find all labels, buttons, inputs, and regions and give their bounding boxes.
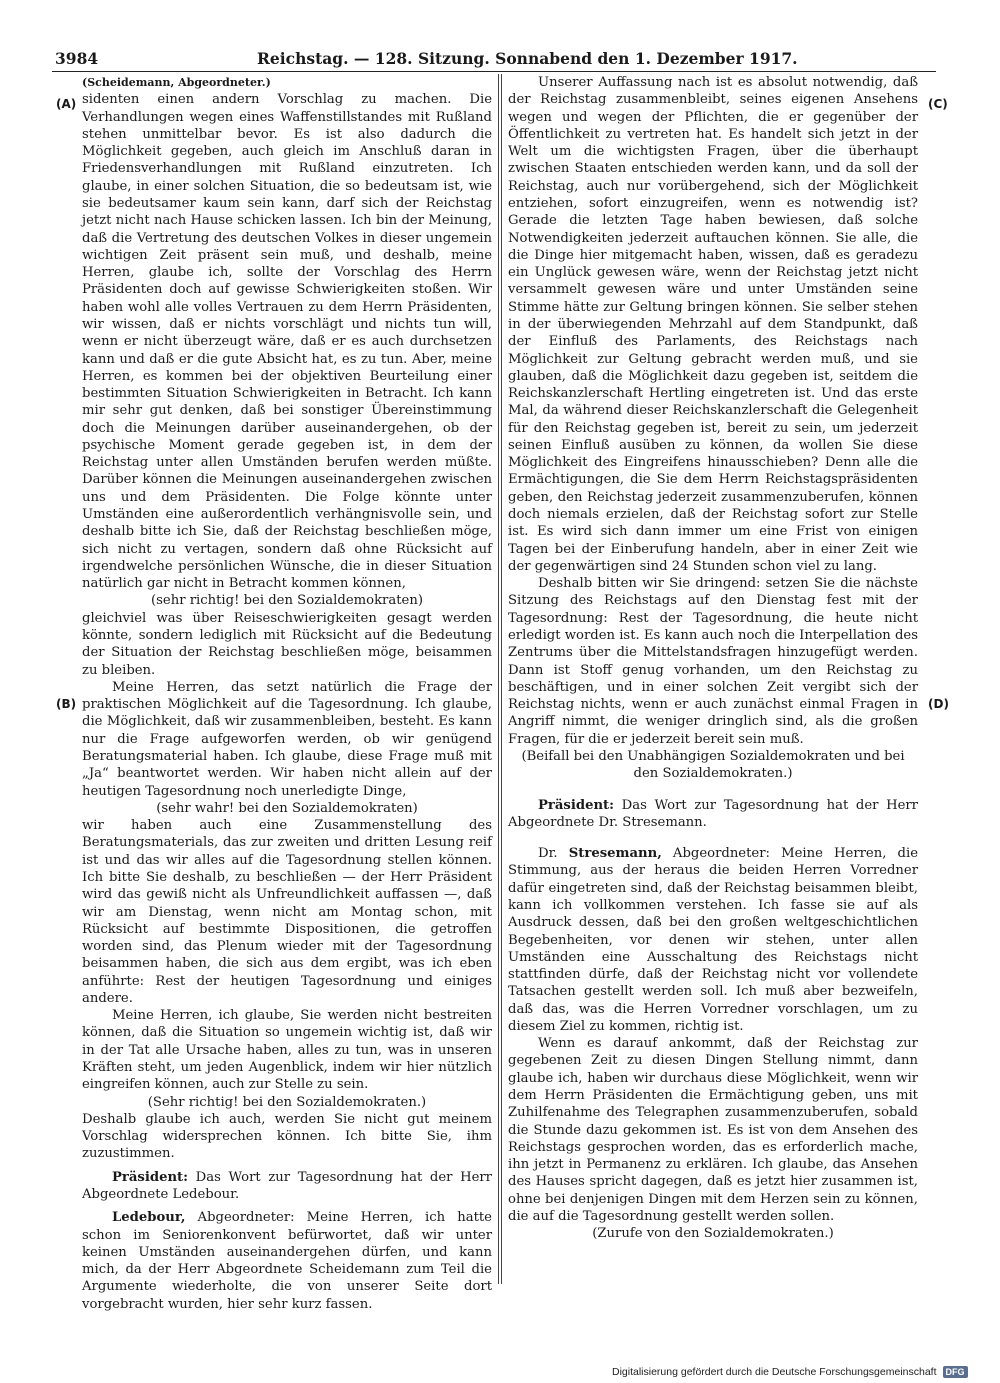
speaker-name: Präsident: <box>538 797 615 813</box>
speech-text: Abgeordneter: Meine Herren, die Stimmung, aus der heraus die beiden Herren Vorredner dafür eingetreten sind, daß der Reichstag beisammen bleibt, kann ich vollkommen verstehen. Ich fasse sie auf als Ausdruck dessen, daß bei den großen weltgeschichtlichen Begebenheiten, vor denen wir stehen, unter allen Umständen eine Ausschaltung des Reichstags nicht stattfinden dürfe, daß der Reichstag nicht vor vollendete Tatsachen gestellt werden soll. Ich muß aber bezweifeln, daß das, was die Herren Vorredner vorschlagen, um zu diesem Ziel zu kommen, richtig ist. <box>508 846 918 1034</box>
interjection: (sehr richtig! bei den Sozialdemokraten) <box>151 593 423 609</box>
statement-text: Das Wort zur Tagesordnung hat der Herr Abgeordnete Ledebour. <box>82 1169 492 1202</box>
right-column <box>508 74 918 1243</box>
paragraph: Wenn es darauf ankommt, daß der Reichstag zur gegebenen Zeit zu diesen Dingen Stellung nimmt, dann glaube ich, haben wir durchaus diese Möglichkeit, wenn wir dem Herrn Präsidenten die Ermächtigung geben, uns mit Zuhilfenahme des Telegraphen zusammenzuberufen, sobald die Stunde dazu gekommen ist. Es ist von dem Ansehen des Reichstags gesprochen worden, das es erforderlich mache, ihn jetzt in Permanenz zu erklären. Ich glaube, das Ansehen des Hauses spricht dagegen, daß es jetzt hier zusammen ist, ohne bei denjenigen Dingen mit dem Herzen sein zu können, die auf die Tagesordnung gestellt werden sollen. <box>508 1036 918 1224</box>
speaker-name: Ledebour, <box>112 1210 186 1226</box>
interjection: (Beifall bei den Unabhängigen Sozialdemokraten und bei den Sozialdemokraten.) <box>521 748 905 782</box>
column-divider <box>498 74 499 1284</box>
paragraph: gleichviel was über Reiseschwierigkeiten gesagt werden könnte, sondern lediglich mit Rücksicht auf die Bedeutung der Situation der Reichstag beschließen möge, beisammen zu bleiben. <box>82 610 492 678</box>
left-column <box>82 74 492 1313</box>
paragraph: wir haben auch eine Zusammenstellung des Beratungsmaterials, das zur zweiten und dritten Lesung reif ist und das wir alles auf die Tagesordnung stellen können. Ich bitte Sie deshalb, zu beschließen — der Herr Präsident wird das gewiß nicht als Unfreundlichkeit auffassen —, daß wir am Dienstag, wenn nicht am Montag schon, mit Rücksicht auf bestimmte Dispositionen, die getroffen worden sind, das Plenum wieder mit der Tagesordnung beisammen haben, die sich aus dem ergibt, was ich eben anführte: Rest der heutigen Tagesordnung und einiges andere. <box>82 818 492 1006</box>
paragraph: Meine Herren, das setzt natürlich die Frage der praktischen Möglichkeit auf die Tagesordnung. Ich glaube, die Möglichkeit, daß wir zusammenbleiben, besteht. Es kann nur die Frage aufgeworfen werden, ob wir genügend Beratungsmaterial haben. Ich glaube, diese Frage muß mit „Ja“ beantwortet werden. Wir haben nicht allein auf der heutigen Tagesordnung noch unerledigte Dinge, <box>82 679 492 799</box>
speaker-continuation: (Scheidemann, Abgeordneter.) <box>82 76 271 89</box>
speech-stresemann <box>508 845 918 1035</box>
column-divider-2 <box>501 74 502 1284</box>
interjection: (sehr wahr! bei den Sozialdemokraten) <box>156 800 418 816</box>
dfg-logo: DFG <box>943 1366 968 1378</box>
speech-text: Abgeordneter: Meine Herren, ich hatte schon im Seniorenkonvent befürwortet, daß wir unter keinen Umständen auseinandergehen dürfen, und kann mich, da der Herr Abgeordnete Scheidemann zum Teil die Argumente wiederholte, die von unserer Seite dort vorgebracht wurden, hier sehr kurz fassen. <box>82 1210 492 1312</box>
paragraph: Deshalb bitten wir Sie dringend: setzen Sie die nächste Sitzung des Reichstags auf den Dienstag fest mit der Tagesordnung: Rest der Tagesordnung, die heute nicht erledigt worden ist. Es kann auch noch die Interpellation des Zentrums über die Mittelstandsfragen hinzugefügt werden. Dann ist Stoff genug vorhanden, um den Reichstag zu beschäftigen, und in einer solchen Zeit vergibt sich der Reichstag nichts, wenn er auch zunächst einmal Fragen in Angriff nimmt, die weniger dringlich sind, als die großen Fragen, für die er jederzeit bereit sein muß. <box>508 576 918 747</box>
paragraph: sidenten einen andern Vorschlag zu machen. Die Verhandlungen wegen eines Waffenstillstandes mit Rußland stehen unmittelbar bevor. Es ist also dadurch die Möglichkeit gegeben, auch gleich im Anschluß daran in Friedensverhandlungen mit Rußland einzutreten. Ich glaube, in einer solchen Situation, die so bedeutsam ist, wie sie bedeutsamer kaum sein kann, darf sich der Reichstag jetzt nicht nach Hause schicken lassen. Ich bin der Meinung, daß die Vertretung des deutschen Volkes in dieser ungemein wichtigen Zeit präsent sein muß, und deshalb, meine Herren, glaube ich, sollte der Vorschlag des Herrn Präsidenten doch auf gewisse Schwierigkeiten stoßen. Wir haben wohl alle volles Vertrauen zu dem Herrn Präsidenten, wir wissen, daß er nichts vorschlägt und nichts tun will, wenn er nicht überzeugt wäre, daß er es auch durchsetzen kann und daß er die gute Absicht hat, es zu tun. Aber, meine Herren, es kommen bei der objektiven Beurteilung einer bestimmten Situation Schwierigkeiten in Betracht. Ich kann mir sehr gut denken, daß bei sonstiger Übereinstimmung doch die Meinungen darüber auseinandergehen, ob der psychische Moment gerade gegeben ist, in dem der Reichstag unter allen Umständen berufen werden müßte. Darüber können die Meinungen auseinandergehen zwischen uns und dem Präsidenten. Die Folge könnte unter Umständen eine außerordentlich verhängnisvolle sein, und deshalb bitte ich Sie, daß der Reichstag beschließen möge, sich nicht zu vertagen, sondern daß ohne Rücksicht auf irgendwelche persönlichen Wünsche, die in dieser Situation natürlich gar nicht in Betracht kommen können, <box>82 92 492 592</box>
interjection: (Sehr richtig! bei den Sozialdemokraten.) <box>147 1094 427 1110</box>
paragraph: Unserer Auffassung nach ist es absolut notwendig, daß der Reichstag zusammenbleibt, seines eigenen Ansehens wegen und wegen der Pflichten, die er gegenüber der Öffentlichkeit zu vertreten hat. Es handelt sich jetzt in der Welt um die wichtigsten Fragen, über die überhaupt zwischen Staaten entschieden werden kann, und da soll der Reichstag, auch nur vorübergehend, sich der Möglichkeit entziehen, sofort einzugreifen, wenn es notwendig ist? Gerade die letzten Tage haben bewiesen, daß solche Notwendigkeiten jederzeit auftauchen können. Sie alle, die die Dinge hier mitgemacht haben, wissen, daß es geradezu ein Unglück gewesen wäre, wenn der Reichstag jetzt nicht versammelt gewesen wäre und unter Umständen seine Stimme hätte zur Geltung bringen können. Sie selber stehen in der überwiegenden Mehrzahl auf dem Standpunkt, daß der Einfluß des Parlaments, des Reichstags nach Möglichkeit zur Geltung gebracht werden muß, und sie glauben, daß die Möglichkeit dazu gegeben ist, seitdem die Reichskanzlerschaft Hertling eingetreten ist. Und das erste Mal, da während dieser Reichskanzlerschaft die Gelegenheit für den Reichstag gegeben ist, bereit zu sein, um jederzeit seinen Einfluß ausüben zu können, da wollen Sie diese Möglichkeit des Eingreifens hinausschieben? Denn alle die Ermächtigungen, die Sie dem Herrn Reichstagspräsidenten geben, den Reichstag jederzeit zusammenzuberufen, können doch niemals erzielen, daß der Reichstag sofort zur Stelle ist. Es wird sich dann immer um eine Frist von einigen Tagen bei der Einberufung handeln, aber in einer Zeit wie der gegenwärtigen sind 24 Stunden schon viel zu lang. <box>508 75 918 574</box>
page-header <box>52 47 936 72</box>
margin-marker-d: (D) <box>928 697 949 711</box>
paragraph: Deshalb glaube ich auch, werden Sie nicht gut meinem Vorschlag widersprechen können. Ich bitte Sie, ihm zuzustimmen. <box>82 1111 492 1162</box>
president-statement <box>82 1169 492 1204</box>
speaker-title: Dr. <box>538 846 558 862</box>
margin-marker-b: (B) <box>56 697 77 711</box>
margin-marker-c: (C) <box>928 97 948 111</box>
margin-marker-a: (A) <box>56 97 77 111</box>
speaker-name: Stresemann, <box>568 846 662 862</box>
speaker-name: Präsident: <box>112 1169 189 1185</box>
interjection: (Zurufe von den Sozialdemokraten.) <box>592 1226 834 1242</box>
page-running-title: Reichstag. — 128. Sitzung. Sonnabend den 1. Dezember 1917. <box>257 49 798 68</box>
footer-text: Digitalisierung gefördert durch die Deutsche Forschungsgemeinschaft <box>612 1366 937 1378</box>
president-statement <box>508 797 918 832</box>
statement-text: Das Wort zur Tagesordnung hat der Herr Abgeordnete Dr. Stresemann. <box>508 797 918 830</box>
speech-ledebour <box>82 1209 492 1313</box>
paragraph: Meine Herren, ich glaube, Sie werden nicht bestreiten können, daß die Situation so ungemein wichtig ist, daß wir in der Tat alle Ursache haben, alles zu tun, was in unseren Kräften steht, um jeden Augenblick, indem wir hier nützlich eingreifen können, auch zur Stelle zu sein. <box>82 1008 492 1093</box>
digitization-footer <box>612 1363 992 1381</box>
page-number: 3984 <box>55 49 99 68</box>
